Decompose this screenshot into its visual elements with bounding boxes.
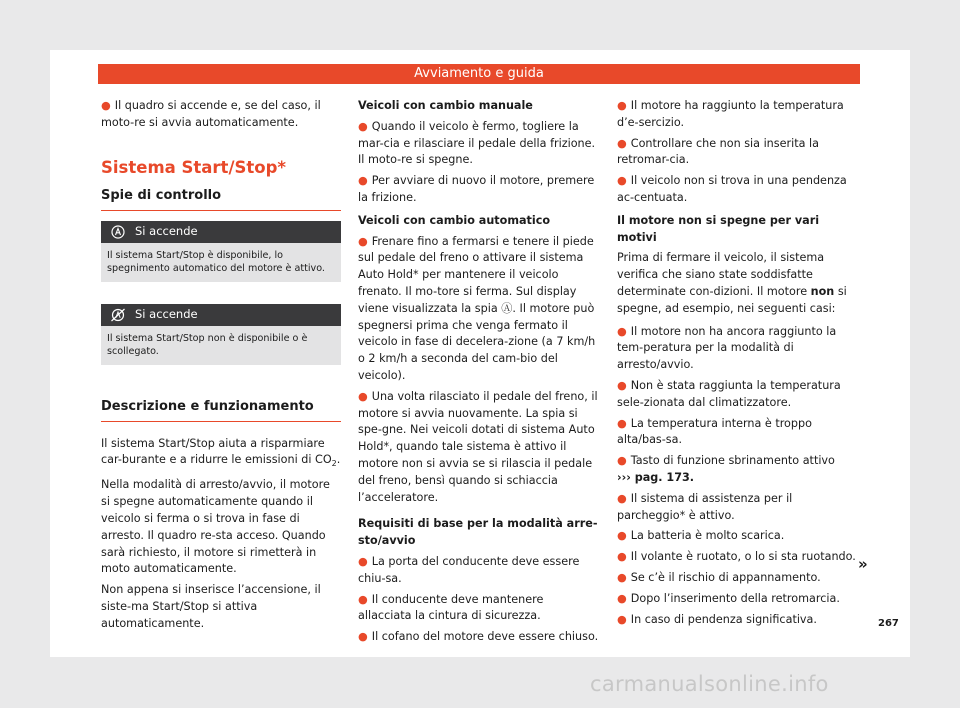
lamps-title: Spie di controllo [101,188,341,211]
paragraph-mode: Nella modalità di arresto/avvio, il motore si spegne automaticamente quando il veicolo si ferma o si trova in fase di arresto. Il quadro re-sta acceso. Quando sarà richiesto, il motore si rimetterà in moto automaticamente. [101,478,330,576]
list-item: ● La batteria è molto scarica. [617,529,785,543]
list-item: ● Il motore ha raggiunto la temperatura d’e-sercizio. [617,99,844,129]
list-item: ● Frenare fino a fermarsi e tenere il piede sul pedale del freno o attivare il sistema Auto Hold* per mantenere il veicolo frenato. Il mo-tore si ferma. Sul display viene visualizzata la spia Ⓐ. Il motore può spegnersi prima che venga fermato il veicolo in fase di decelera-zione (a 7 km/h o 2 km/h a seconda del cam-bio del veicolo). [358,234,596,382]
lamp-1-label: Si accende [135,224,198,239]
list-item: ● Il veicolo non si trova in una pendenza ac-centuata. [617,174,847,204]
watermark: carmanualsonline.info [590,672,829,696]
start-stop-off-icon [101,308,135,322]
list-item: ● Il motore non ha ancora raggiunto la tem-peratura per la modalità di arresto/avvio. [617,324,837,372]
start-stop-icon [101,225,135,239]
column-3 [617,98,859,632]
chapter-header: Avviamento e guida [98,64,860,84]
description-title: Descrizione e funzionamento [101,399,341,422]
list-item: ● La temperatura interna è troppo alta/bas-sa. [617,416,812,447]
list-item: ● Il sistema di assistenza per il parcheggio* è attivo. [617,491,793,522]
continued-marker: » [858,555,868,573]
page-reference-link[interactable]: ››› pag. 173. [617,470,695,484]
manual-gearbox-heading: Veicoli con cambio manuale [358,99,533,112]
column-1 [101,98,341,637]
list-item: ● In caso di pendenza significativa. [617,612,817,626]
lamp-1-header [101,221,341,243]
paragraph-conditions: Prima di fermare il veicolo, il sistema verifica che siano state soddisfatte determinate con-dizioni. Il motore non si spegne, ad esempio, nei seguenti casi: [617,251,847,315]
list-item: ● Se c’è il rischio di appannamento. [617,570,821,584]
list-item: ● Il cofano del motore deve essere chiuso. [358,630,599,644]
lamp-2-header [101,304,341,326]
lamp-2-label: Si accende [135,307,198,322]
list-item: ● Dopo l’inserimento della retromarcia. [617,591,840,605]
paragraph-activation: Non appena si inserisce l’accensione, il siste-ma Start/Stop si attiva automaticamente. [101,583,321,630]
requirements-heading: Requisiti di base per la modalità arre-sto/avvio [358,517,598,548]
list-item: ● La porta del conducente deve essere chiu-sa. [358,554,580,585]
column-2 [358,98,600,650]
lamp-2-description: Il sistema Start/Stop non è disponibile o è scollegato. [101,326,341,365]
list-item: ● Il volante è ruotato, o lo si sta ruotando. [617,550,856,564]
automatic-gearbox-heading: Veicoli con cambio automatico [358,213,551,227]
intro-paragraph: ● Il quadro si accende e, se del caso, il moto-re si avvia automaticamente. [101,99,321,129]
list-item: ● Controllare che non sia inserita la retromar-cia. [617,136,819,167]
list-item: ● Il conducente deve mantenere allacciata la cintura di sicurezza. [358,592,544,623]
section-title: Sistema Start/Stop* [101,157,287,177]
list-item: ● Per avviare di nuovo il motore, premere la frizione. [358,174,595,204]
manual-page [50,50,910,657]
bullet-icon: ● [101,99,111,112]
paragraph-co2: Il sistema Start/Stop aiuta a risparmiare car-burante e a ridurre le emissioni di $CO_2$. [101,436,341,469]
list-item: ● Una volta rilasciato il pedale del freno, il motore si avvia nuovamente. La spia si spe-gne. Nei veicoli dotati di sistema Auto Hold*, quando tale sistema è attivo il motore non si avvia se si rilascia il pedale del freno, bensì quando si schiaccia l’acceleratore. [358,389,598,504]
not-stopping-heading: Il motore non si spegne per vari motivi [617,213,820,244]
list-item: ● Tasto di funzione sbrinamento attivo ››› pag. 173. [617,454,835,484]
list-item: ● Non è stata raggiunta la temperatura sele-zionata dal climatizzatore. [617,378,841,409]
list-item: ● Quando il veicolo è fermo, togliere la mar-cia e rilasciare il pedale della frizione. Il moto-re si spegne. [358,119,596,167]
page-number: 267 [878,618,899,629]
lamp-1-description: Il sistema Start/Stop è disponibile, lo spegnimento automatico del motore è attivo. [101,243,341,282]
